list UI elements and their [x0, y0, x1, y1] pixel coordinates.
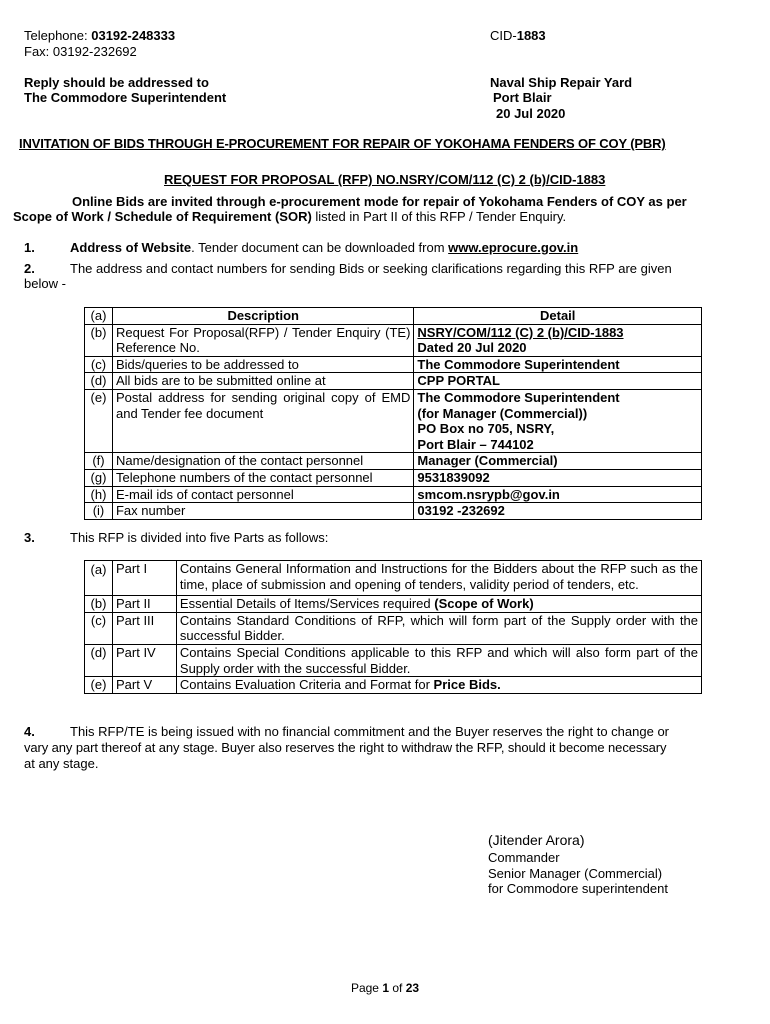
row-desc: Postal address for sending original copy of EMD and Tender fee document [112, 389, 413, 452]
row-detail [414, 324, 702, 356]
row-desc: Contains General Information and Instructions for the Bidders about the RFP such as the time, place of submission and opening of tenders, validity period of tenders, etc. [176, 561, 701, 596]
row-desc: Contains Special Conditions applicable to this RFP and which will also form part of the Supply order with the successful Bidder. [176, 644, 701, 676]
table-row [85, 677, 702, 694]
row-desc: Request For Proposal(RFP) / Tender Enquiry (TE) Reference No. [112, 324, 413, 356]
row-desc: E-mail ids of contact personnel [112, 486, 413, 503]
row-index: (e) [85, 677, 113, 694]
table-row [85, 373, 702, 390]
detail-line: PO Box no 705, NSRY, [417, 421, 555, 437]
cid-value: 1883 [516, 28, 546, 43]
column-header-detail: Detail [414, 308, 702, 325]
row-desc [176, 677, 701, 694]
telephone [24, 28, 175, 44]
row-part: Part I [112, 561, 176, 596]
row-index: (h) [85, 486, 113, 503]
intro-rest: listed in Part II of this RFP / Tender Enquiry. [311, 209, 567, 224]
table-row [85, 612, 702, 644]
table-row [85, 453, 702, 470]
intro-bold: Scope of Work / Schedule of Requirement (SOR) [13, 209, 312, 224]
reply-line2: The Commodore Superintendent [24, 90, 227, 105]
table-row [85, 356, 702, 373]
detail-line: Port Blair – 744102 [417, 436, 534, 452]
org-line1: Naval Ship Repair Yard [490, 75, 633, 90]
row-desc: Telephone numbers of the contact personnel [112, 469, 413, 486]
telephone-label: Telephone: [24, 28, 92, 43]
table-row [85, 561, 702, 596]
signatory-rank: Commander [488, 850, 560, 865]
intro-line2 [13, 209, 566, 225]
row-desc: Contains Standard Conditions of RFP, which will form part of the Supply order with the successful Bidder. [176, 612, 701, 644]
row-part: Part IV [112, 644, 176, 676]
detail-line: (for Manager (Commercial)) [417, 405, 588, 421]
table-row [85, 469, 702, 486]
para1-num: 1. [24, 240, 35, 255]
row-index: (b) [85, 596, 113, 613]
reply-line1: Reply should be addressed to [24, 75, 209, 90]
table-row [85, 324, 702, 356]
row-desc: Name/designation of the contact personnel [112, 453, 413, 470]
org-line2: Port Blair [493, 90, 552, 105]
row-detail: Manager (Commercial) [414, 453, 702, 470]
page-of: of [389, 981, 406, 995]
table-row [85, 486, 702, 503]
signatory-designation: Senior Manager (Commercial) [488, 866, 663, 881]
row-desc-text: Contains Evaluation Criteria and Format for [179, 677, 434, 693]
row-desc [176, 596, 701, 613]
website-link[interactable]: www.eprocure.gov.in [448, 240, 579, 255]
row-part: Part III [112, 612, 176, 644]
row-desc-text: Essential Details of Items/Services required [179, 596, 435, 612]
telephone-value: 03192-248333 [91, 28, 176, 43]
row-index: (c) [85, 356, 113, 373]
para3-text: This RFP is divided into five Parts as follows: [70, 530, 329, 545]
row-index: (g) [85, 469, 113, 486]
table-row [85, 644, 702, 676]
page-number [0, 981, 770, 995]
para4-line2: vary any part thereof at any stage. Buyer also reserves the right to withdraw the RFP, should it become necessary [24, 740, 667, 755]
signatory-name: (Jitender Arora) [488, 832, 585, 848]
row-detail: smcom.nsrypb@gov.in [414, 486, 702, 503]
table-row [85, 596, 702, 613]
row-index: (d) [85, 373, 113, 390]
row-index: (d) [85, 644, 113, 676]
table-row [85, 389, 702, 452]
detail-line: The Commodore Superintendent [417, 389, 620, 405]
para3-num [24, 530, 35, 546]
para3-num-text: 3. [24, 530, 35, 545]
column-header-description: Description [112, 308, 413, 325]
row-index: (a) [85, 308, 113, 325]
page-total: 23 [405, 981, 420, 995]
detail-line: Dated 20 Jul 2020 [417, 340, 527, 356]
row-desc-bold: Price Bids. [433, 677, 501, 693]
row-index: (a) [85, 561, 113, 596]
date: 20 Jul 2020 [496, 106, 566, 121]
cid-label: CID- [490, 28, 517, 43]
para4-num: 4. [24, 724, 35, 739]
rfp-title: REQUEST FOR PROPOSAL (RFP) NO.NSRY/COM/112 (C) 2 (b)/CID-1883 [164, 172, 606, 187]
row-index: (i) [85, 503, 113, 520]
row-desc: Bids/queries to be addressed to [112, 356, 413, 373]
cid [490, 28, 546, 44]
para4-line3: at any stage. [24, 756, 99, 771]
row-detail [414, 389, 702, 452]
para4-line1: This RFP/TE is being issued with no financial commitment and the Buyer reserves the right to change or [70, 724, 670, 739]
para1-bold: Address of Website [70, 240, 192, 255]
page-title: INVITATION OF BIDS THROUGH E-PROCUREMENT FOR REPAIR OF YOKOHAMA FENDERS OF COY (PBR) [19, 136, 666, 151]
row-desc-bold: (Scope of Work) [434, 596, 534, 612]
table-row [85, 308, 702, 325]
row-desc: Fax number [112, 503, 413, 520]
para2-num: 2. [24, 261, 35, 276]
row-detail: The Commodore Superintendent [414, 356, 702, 373]
para1-body: . Tender document can be downloaded from [191, 240, 449, 255]
para2-line1: The address and contact numbers for sending Bids or seeking clarifications regarding this RFP are given [70, 261, 672, 276]
detail-line: NSRY/COM/112 (C) 2 (b)/CID-1883 [417, 324, 624, 340]
contact-table [84, 307, 702, 520]
row-index: (e) [85, 389, 113, 452]
para1-text [70, 240, 578, 256]
parts-table [84, 560, 702, 694]
row-part: Part II [112, 596, 176, 613]
row-index: (f) [85, 453, 113, 470]
row-index: (c) [85, 612, 113, 644]
row-index: (b) [85, 324, 113, 356]
row-detail: CPP PORTAL [414, 373, 702, 390]
intro-line1: Online Bids are invited through e-procurement mode for repair of Yokohama Fenders of COY as per [72, 194, 687, 209]
row-detail: 03192 -232692 [414, 503, 702, 520]
row-detail: 9531839092 [414, 469, 702, 486]
page-label: Page [350, 981, 383, 995]
row-desc: All bids are to be submitted online at [112, 373, 413, 390]
fax: Fax: 03192-232692 [24, 44, 137, 59]
para2-line2: below - [24, 276, 66, 291]
signatory-for: for Commodore superintendent [488, 881, 668, 896]
row-part: Part V [112, 677, 176, 694]
table-row [85, 503, 702, 520]
page-current: 1 [382, 981, 389, 995]
